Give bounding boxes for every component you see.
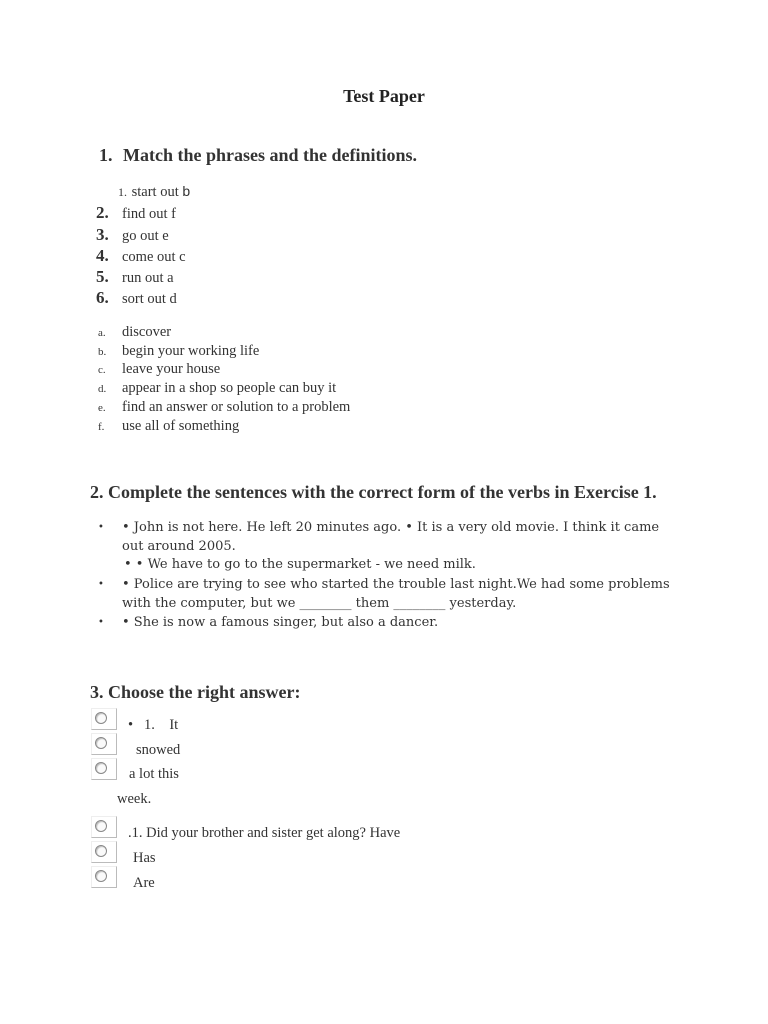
bullet: • — [98, 579, 104, 590]
section-1-heading — [99, 145, 417, 166]
sentence-text: • • We have to go to the supermarket - we need milk. — [124, 557, 476, 572]
question-2-option-1: .1. Did your brother and sister get along? Have — [128, 825, 401, 841]
list-item — [96, 246, 186, 266]
sentence-text: • She is now a famous singer, but also a dancer. — [122, 615, 439, 630]
definition-letter: c. — [98, 364, 106, 376]
radio-option-have[interactable] — [91, 816, 117, 838]
definition-item — [98, 343, 259, 360]
radio-option-2[interactable] — [91, 733, 117, 755]
definition-item — [98, 380, 336, 397]
list-item — [96, 203, 176, 223]
section-2-heading: 2. Complete the sentences with the correct form of the verbs in Exercise 1. — [90, 482, 657, 502]
list-item-text: go out e — [122, 228, 169, 244]
definition-text: use all of something — [122, 418, 240, 434]
definition-letter: e. — [98, 402, 106, 414]
section-1-heading-text: Match the phrases and the definitions. — [123, 145, 418, 165]
list-item-number: 3. — [96, 225, 109, 244]
radio-option-1[interactable] — [91, 708, 117, 730]
section-1-number: 1. — [99, 145, 113, 165]
list-item — [114, 183, 190, 201]
definition-text: leave your house — [122, 361, 221, 377]
list-item-text: run out a — [122, 270, 174, 286]
radio-option-has[interactable] — [91, 841, 117, 863]
radio-circle-icon — [95, 737, 107, 749]
question-1-line-2: snowed — [136, 742, 181, 758]
definition-item — [98, 399, 350, 416]
radio-option-3[interactable] — [91, 758, 117, 780]
list-item-number: 1. — [118, 185, 127, 199]
list-item-text: sort out d — [122, 291, 177, 307]
question-1-line-1: • 1. It — [128, 717, 179, 733]
question-1-line-3: a lot this — [129, 766, 179, 782]
list-item — [96, 267, 174, 287]
answer-letter: b — [182, 183, 191, 199]
page-title: Test Paper — [343, 86, 425, 106]
section-3-heading: 3. Choose the right answer: — [90, 682, 301, 702]
sentence-text: • John is not here. He left 20 minutes ago. • It is a very old movie. I think it came out around 2005. — [122, 520, 660, 554]
definition-text: find an answer or solution to a problem — [122, 399, 351, 415]
sentence-text: • Police are trying to see who started the trouble last night.We had some problems with the computer, but we ________ them ________ yesterday. — [122, 577, 670, 611]
definition-text: begin your working life — [122, 343, 260, 359]
definition-item — [98, 418, 239, 435]
list-item-number: 5. — [96, 267, 109, 286]
definition-text: discover — [122, 324, 172, 340]
radio-circle-icon — [95, 820, 107, 832]
definition-letter: a. — [98, 327, 106, 339]
radio-circle-icon — [95, 762, 107, 774]
question-1-line-4: week. — [117, 791, 152, 807]
list-item-number: 6. — [96, 288, 109, 307]
list-item-number: 4. — [96, 246, 109, 265]
list-item-text: find out f — [122, 206, 176, 222]
question-2-option-2: Has — [133, 850, 156, 866]
list-item — [96, 225, 169, 245]
definition-item — [98, 324, 171, 341]
radio-circle-icon — [95, 870, 107, 882]
list-item — [96, 288, 177, 308]
definition-letter: d. — [98, 383, 107, 395]
question-2-option-3: Are — [133, 875, 155, 891]
bullet: • — [98, 522, 104, 533]
list-item-text: come out c — [122, 249, 186, 265]
radio-circle-icon — [95, 712, 107, 724]
definition-text: appear in a shop so people can buy it — [122, 380, 337, 396]
radio-circle-icon — [95, 845, 107, 857]
bullet: • — [98, 617, 104, 628]
definition-item — [98, 361, 220, 378]
list-item-number: 2. — [96, 203, 109, 222]
list-item-text: start out b — [131, 183, 191, 200]
radio-option-are[interactable] — [91, 866, 117, 888]
definition-letter: b. — [98, 346, 107, 358]
definition-letter: f. — [98, 421, 105, 433]
